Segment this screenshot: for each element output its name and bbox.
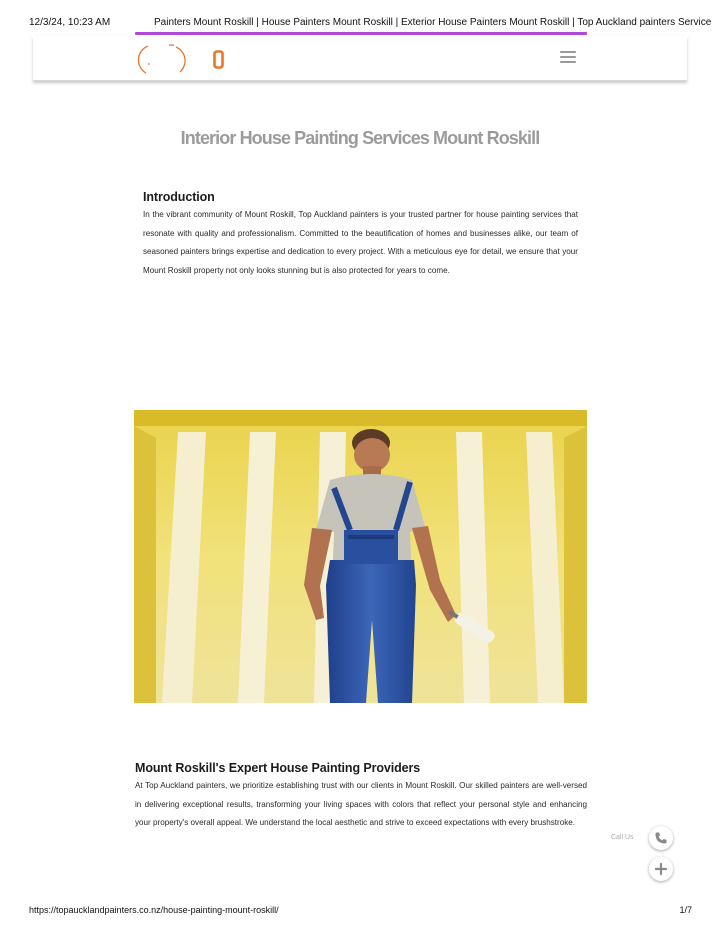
intro-paragraph: In the vibrant community of Mount Roskill, Top Auckland painters is your trusted partner for house painting services that resonate with quality and professionalism. Committed to the beautification of homes and businesses alike, our team of seasoned painters brings expertise and dedication to every project. With a meticulous eye for detail, we ensure that your Mount Roskill property not only looks stunning but is also protected for years to come. <box>143 210 578 275</box>
print-header <box>0 17 720 31</box>
expert-title: Mount Roskill's Expert House Painting Providers <box>135 761 421 776</box>
intro-title: Introduction <box>143 190 215 205</box>
brand-logo-icon[interactable] <box>136 42 188 76</box>
hero-image-painter <box>134 410 587 703</box>
print-date: 12/3/24, 10:23 AM <box>29 17 111 28</box>
call-button[interactable] <box>649 826 673 850</box>
site-header <box>33 36 687 81</box>
plus-icon <box>654 862 668 876</box>
accent-line <box>135 32 587 35</box>
page-title: Interior House Painting Services Mount Roskill <box>180 128 540 149</box>
hamburger-menu-icon[interactable] <box>560 51 576 65</box>
brand-logo-mark <box>213 50 225 70</box>
phone-icon <box>654 831 668 845</box>
expand-button[interactable] <box>649 857 673 881</box>
print-url: https://topaucklandpainters.co.nz/house-painting-mount-roskill/ <box>29 905 279 915</box>
print-title: Painters Mount Roskill | House Painters Mount Roskill | Exterior House Painters Mount Roskill | Top Auckland painters Service <box>154 17 712 28</box>
expert-paragraph: At Top Auckland painters, we prioritize establishing trust with our clients in Mount Roskill. Our skilled painters are well-versed in delivering exceptional results, transforming your living spaces with colors that reflect your personal style and enhancing your property's overall appeal. We understand the local aesthetic and strive to exceed expectations with every brushstroke. <box>135 781 587 827</box>
call-us-label[interactable]: Call Us <box>611 834 634 841</box>
print-page-number: 1/7 <box>679 905 692 915</box>
